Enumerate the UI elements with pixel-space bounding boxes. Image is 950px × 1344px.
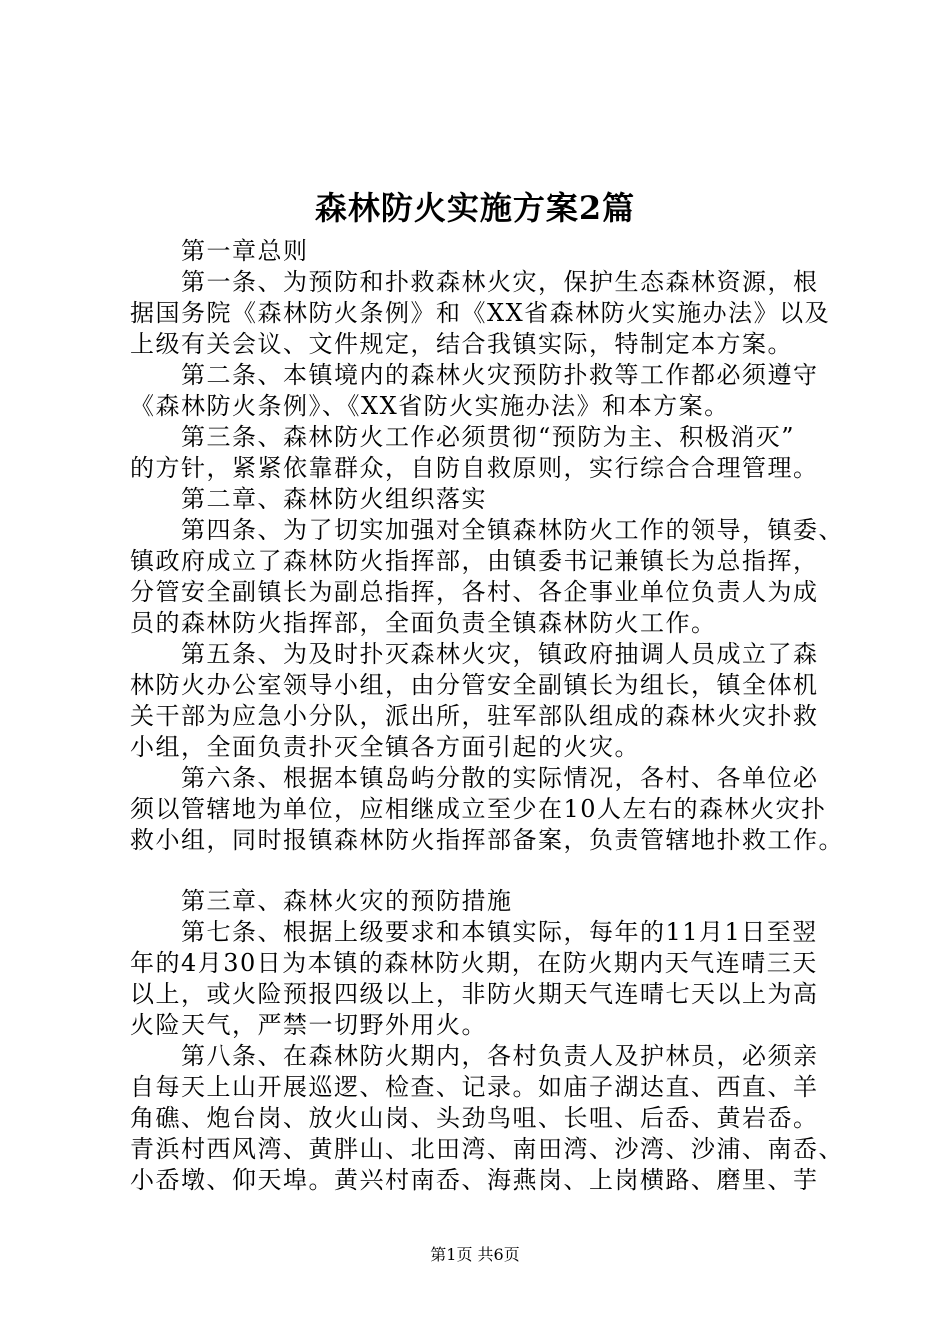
text-line: 第三条、森林防火工作必须贯彻“预防为主、积极消灭” xyxy=(130,423,796,451)
text-line: 据国务院《森林防火条例》和《XX省森林防火实施办法》以及 xyxy=(130,299,831,327)
text-line: 以上，或火险预报四级以上，非防火期天气连晴七天以上为高 xyxy=(130,980,819,1008)
text-line: 关干部为应急小分队，派出所，驻军部队组成的森林火灾扑救 xyxy=(130,702,819,730)
text-line: 小岙墩、仰天埠。黄兴村南岙、海燕岗、上岗横路、磨里、芋 xyxy=(130,1166,819,1194)
text-line: 小组，全面负责扑灭全镇各方面引起的火灾。 xyxy=(130,733,640,761)
text-line: 第四条、为了切实加强对全镇森林防火工作的领导，镇委、 xyxy=(130,516,844,544)
text-line: 第一条、为预防和扑救森林火灾，保护生态森林资源，根 xyxy=(130,268,819,296)
text-line: 第八条、在森林防火期内，各村负责人及护林员，必须亲 xyxy=(130,1042,819,1070)
text-line: 第五条、为及时扑灭森林火灾，镇政府抽调人员成立了森 xyxy=(130,640,819,668)
text-line: 自每天上山开展巡逻、检查、记录。如庙子湖达直、西直、羊 xyxy=(130,1073,819,1101)
text-line: 青浜村西风湾、黄胖山、北田湾、南田湾、沙湾、沙浦、南岙、 xyxy=(130,1135,844,1163)
text-line: 第七条、根据上级要求和本镇实际，每年的11月1日至翌 xyxy=(130,918,818,946)
text-line: 《森林防火条例》、《XX省防火实施办法》和本方案。 xyxy=(130,392,730,420)
text-line: 年的4月30日为本镇的森林防火期，在防火期内天气连晴三天 xyxy=(130,949,818,977)
text-line: 第二条、本镇境内的森林火灾预防扑救等工作都必须遵守 xyxy=(130,361,819,389)
text-line: 上级有关会议、文件规定，结合我镇实际，特制定本方案。 xyxy=(130,330,793,358)
text-line: 火险天气，严禁一切野外用火。 xyxy=(130,1011,487,1039)
text-line: 第三章、森林火灾的预防措施 xyxy=(130,887,513,915)
text-line: 救小组，同时报镇森林防火指挥部备案，负责管辖地扑救工作。 xyxy=(130,826,844,854)
document-title: 森林防火实施方案2篇 xyxy=(314,189,636,227)
text-line: 第一章总则 xyxy=(130,237,309,265)
text-line: 员的森林防火指挥部，全面负责全镇森林防火工作。 xyxy=(130,609,717,637)
text-line: 林防火办公室领导小组，由分管安全副镇长为组长，镇全体机 xyxy=(130,671,819,699)
text-line: 须以管辖地为单位，应相继成立至少在10人左右的森林火灾扑 xyxy=(130,795,827,823)
text-line: 分管安全副镇长为副总指挥，各村、各企事业单位负责人为成 xyxy=(130,578,819,606)
text-line: 的方针，紧紧依靠群众，自防自救原则，实行综合合理管理。 xyxy=(130,454,819,482)
document-body xyxy=(130,236,844,1196)
page-footer: 第1页 共6页 xyxy=(430,1245,520,1264)
text-line: 镇政府成立了森林防火指挥部，由镇委书记兼镇长为总指挥， xyxy=(130,547,819,575)
text-line: 角礁、炮台岗、放火山岗、头劲鸟咀、长咀、后岙、黄岩岙。 xyxy=(130,1104,819,1132)
text-line: 第二章、森林防火组织落实 xyxy=(130,485,487,513)
text-line: 第六条、根据本镇岛屿分散的实际情况，各村、各单位必 xyxy=(130,764,819,792)
paragraph-gap xyxy=(130,856,836,886)
